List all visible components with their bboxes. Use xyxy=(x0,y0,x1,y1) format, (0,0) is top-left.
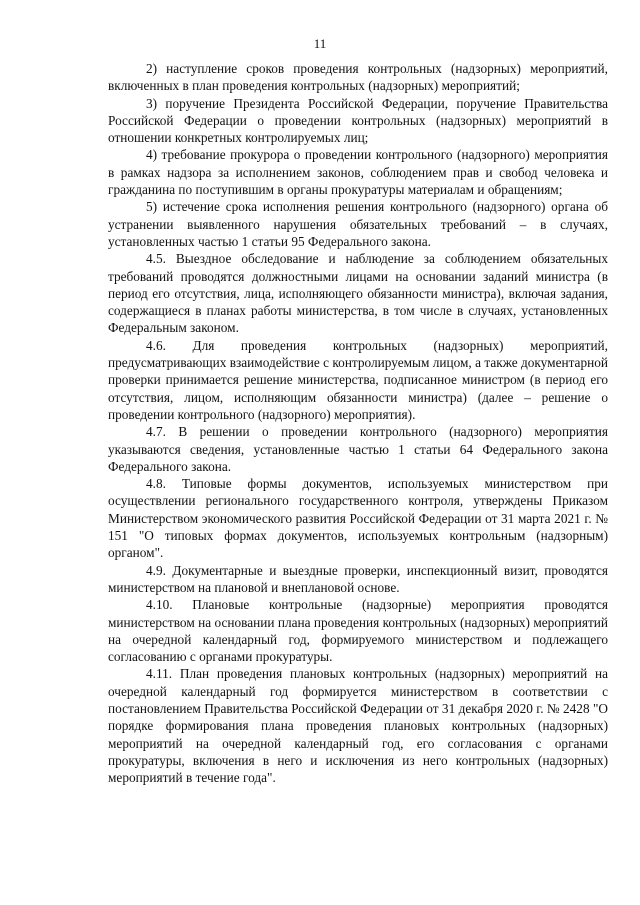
paragraph-item-3: 3) поручение Президента Российской Федерации, поручение Правительства Российской Федерации о проведении контрольных (надзорных) мероприятий в отношении конкретных контролируемых лиц; xyxy=(108,95,608,146)
paragraph-4-5: 4.5. Выездное обследование и наблюдение за соблюдением обязательных требований проводятся должностными лицами на основании заданий министра (в период его отсутствия, лица, исполняющего обязанности министра), включая задания, содержащиеся в планах работы министерства, в том числе в случаях, установленных Федеральным законом. xyxy=(108,251,608,336)
paragraph-4-7: 4.7. В решении о проведении контрольного (надзорного) мероприятия указываются сведения, установленные частью 1 статьи 64 Федерального закона Федерального закона. xyxy=(108,424,608,474)
paragraph-item-4: 4) требование прокурора о проведении контрольного (надзорного) мероприятия в рамках надзора за исполнением законов, соблюдением прав и свобод человека и гражданина по поступившим в органы прокуратуры материалам и обращениям; xyxy=(108,147,608,198)
paragraph-4-11: 4.11. План проведения плановых контрольных (надзорных) мероприятий на очередной календарный год формируется министерством в соответствии с постановлением Правительства Российской Федерации от 31 декабря 2020 г. № 2428 "О порядке формирования плана проведения плановых контрольных (надзорных) мероприятий на очередной календарный год, его согласования с органами прокуратуры, включения в него и исключения из него контрольных (надзорных) мероприятий в течение года". xyxy=(108,666,608,786)
paragraph-4-10: 4.10. Плановые контрольные (надзорные) мероприятия проводятся министерством на основании плана проведения контрольных (надзорных) мероприятий на очередной календарный год, формируемого министерством и подлежащего согласованию с органами прокуратуры. xyxy=(108,597,608,665)
document-body xyxy=(108,60,608,786)
page-number: 11 xyxy=(313,36,327,51)
paragraph-4-6: 4.6. Для проведения контрольных (надзорных) мероприятий, предусматривающих взаимодействие с контролируемым лицом, а также документарной проверки принимается решение министерства, подписанное министром (в период его отсутствия, лицом, исполняющим обязанности министра) (далее – решение о проведении контрольного (надзорного) мероприятия). xyxy=(108,337,608,422)
paragraph-item-5: 5) истечение срока исполнения решения контрольного (надзорного) органа об устранении выявленного нарушения обязательных требований – в случаях, установленных частью 1 статьи 95 Федерального закона. xyxy=(108,199,608,249)
paragraph-item-2: 2) наступление сроков проведения контрольных (надзорных) мероприятий, включенных в план проведения контрольных (надзорных) мероприятий; xyxy=(108,61,608,94)
paragraph-4-9: 4.9. Документарные и выездные проверки, инспекционный визит, проводятся министерством на плановой и внеплановой основе. xyxy=(108,562,608,595)
paragraph-4-8: 4.8. Типовые формы документов, используемых министерством при осуществлении регионального государственного контроля, утверждены Приказом Министерством экономического развития Российской Федерации от 31 марта 2021 г. № 151 "О типовых формах документов, используемых контрольным (надзорным) органом". xyxy=(108,476,608,561)
